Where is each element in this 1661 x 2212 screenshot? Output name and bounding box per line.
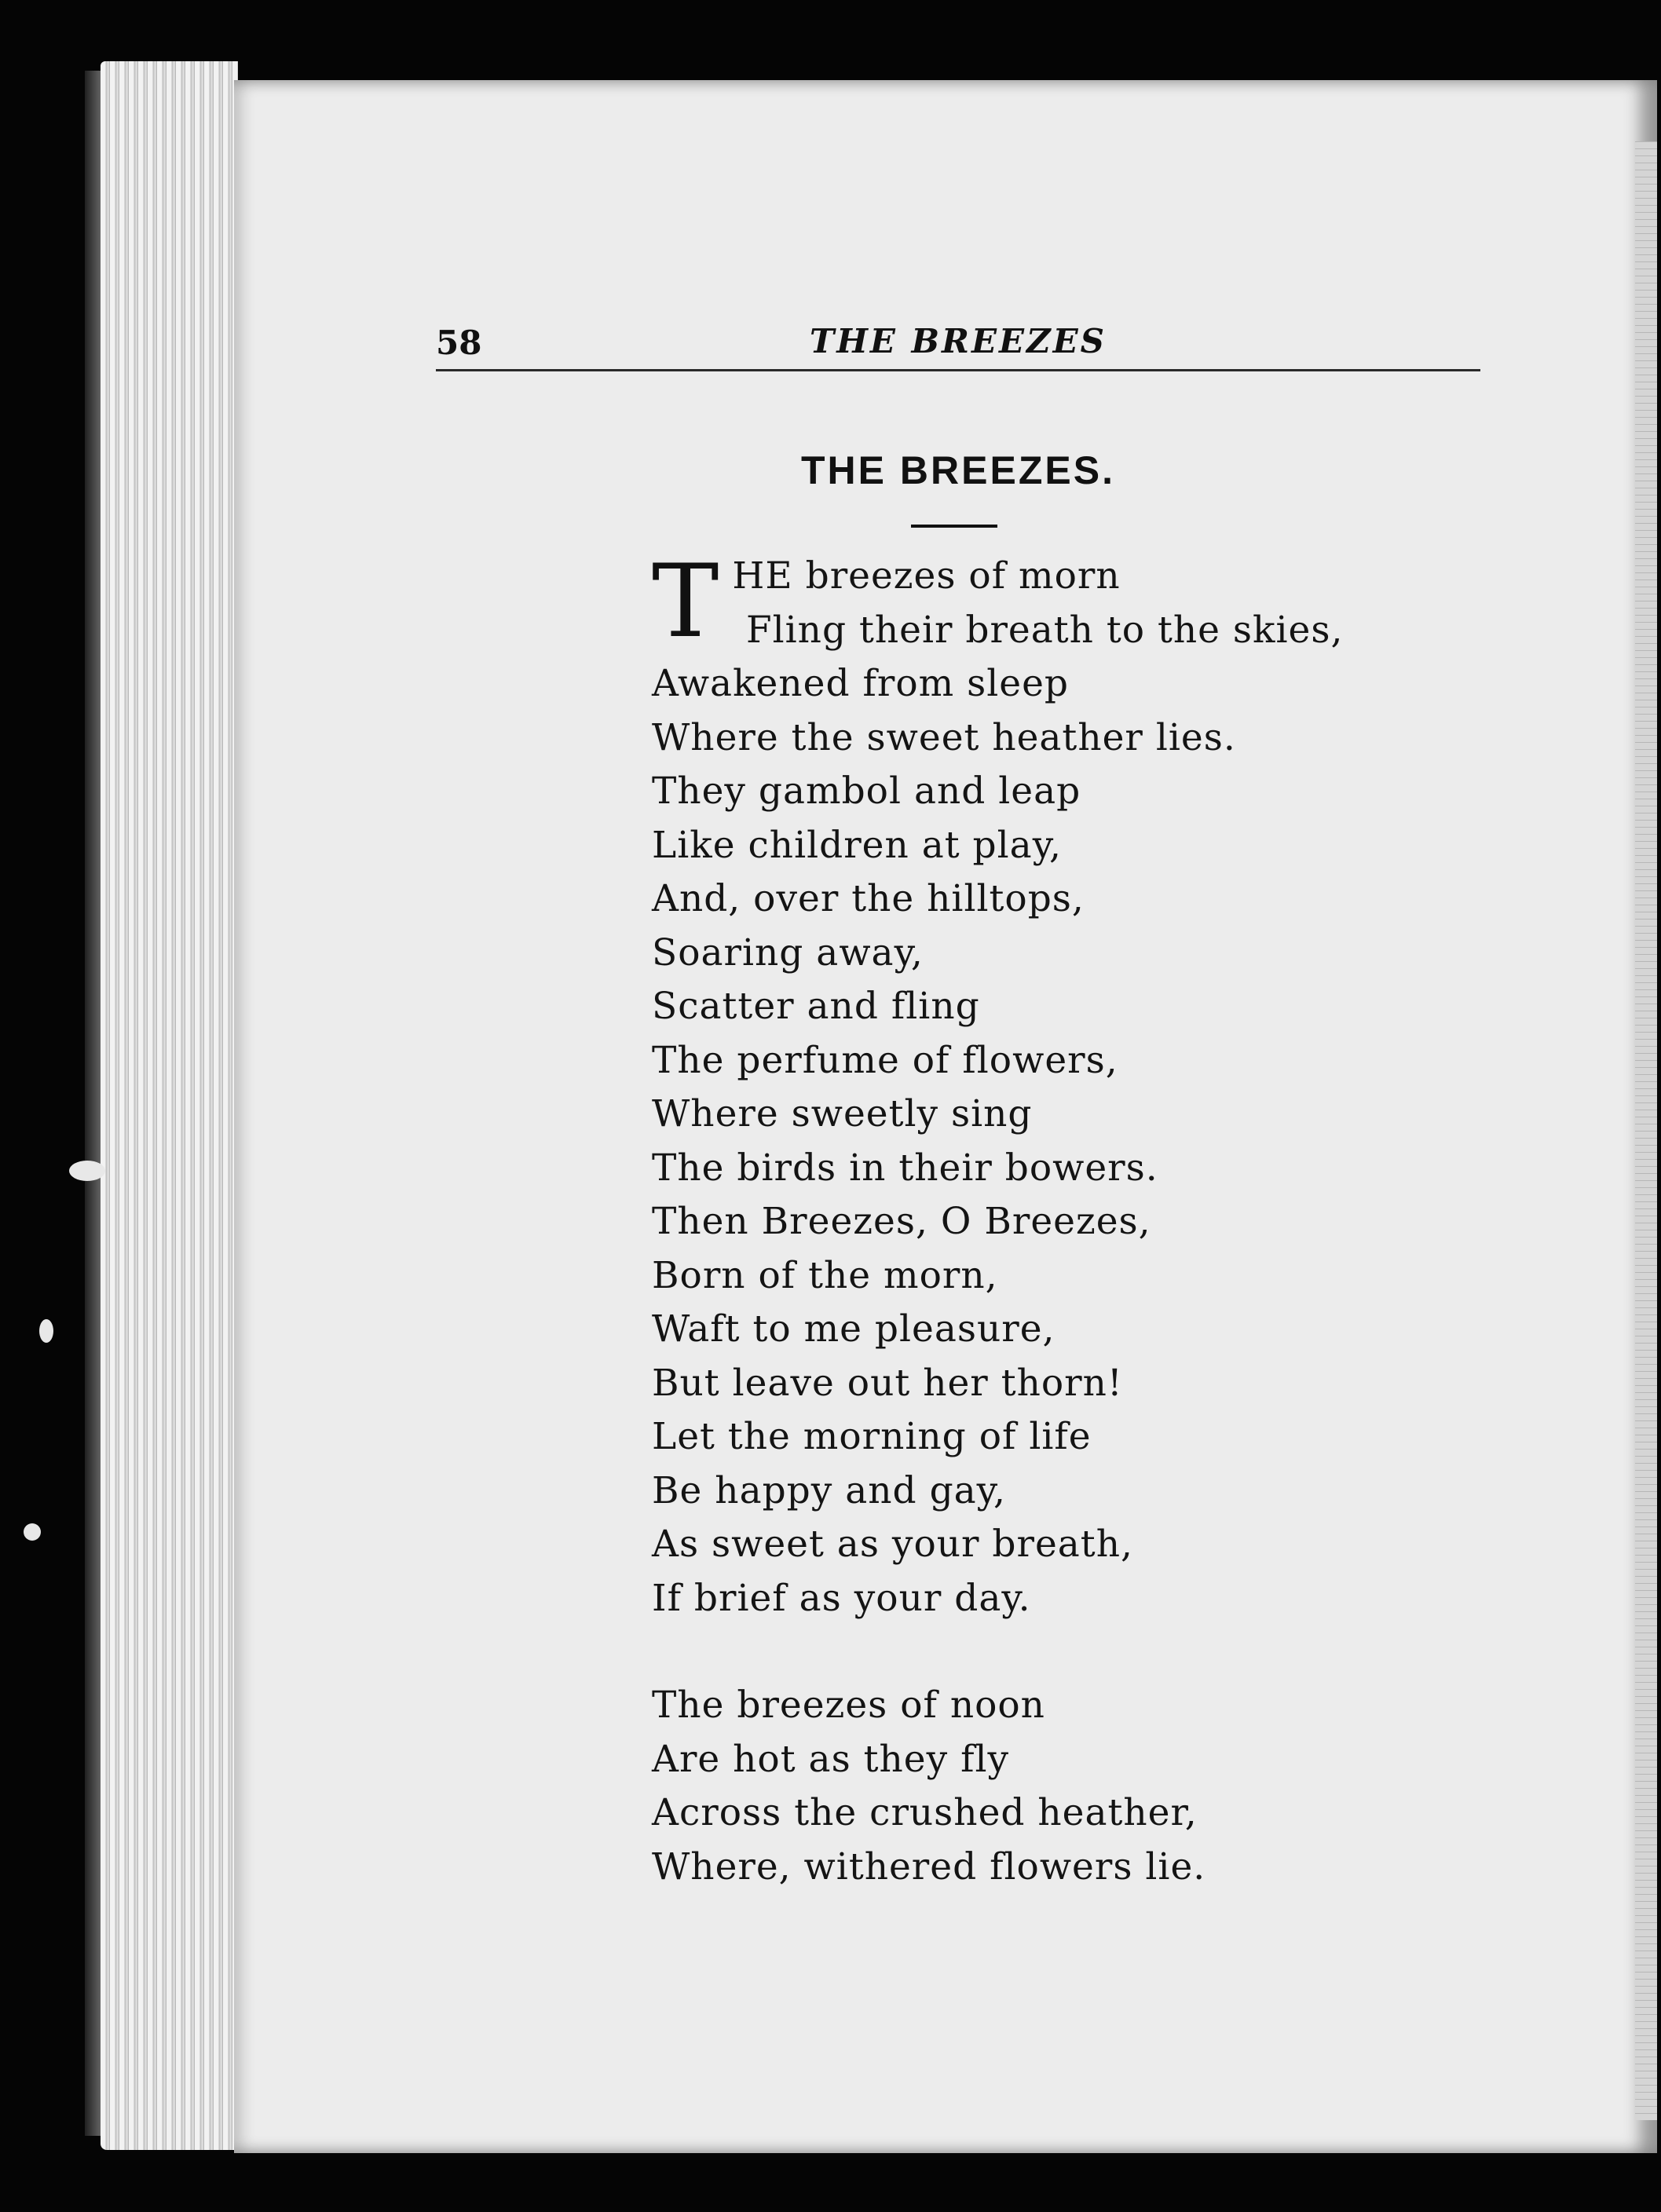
scan-speck — [24, 1523, 41, 1541]
title-rule — [911, 525, 997, 528]
poem-line: Where, withered flowers lie. — [652, 1845, 1206, 1888]
poem-line: As sweet as your breath, — [652, 1523, 1133, 1566]
poem-line: Where the sweet heather lies. — [652, 715, 1236, 759]
poem-line: Let the morning of life — [652, 1415, 1092, 1458]
poem-line: Where sweetly sing — [652, 1092, 1033, 1135]
poem-line: Soaring away, — [652, 931, 924, 974]
stanza-gap — [652, 1625, 1594, 1679]
scan-speck — [69, 1161, 105, 1181]
drop-cap: T — [652, 543, 720, 660]
poem-line: Fling their breath to the skies, — [746, 608, 1344, 652]
poem-line: Waft to me pleasure, — [652, 1307, 1056, 1351]
page-right-edge — [1635, 141, 1657, 2120]
poem-line: The birds in their bowers. — [652, 1146, 1158, 1190]
stanza-2 — [652, 1679, 1594, 1894]
poem-line: Scatter and fling — [652, 985, 980, 1028]
stanza-1 — [652, 657, 1594, 1625]
poem-body — [652, 543, 1594, 1894]
page-header — [436, 314, 1480, 371]
poem-line: Be happy and gay, — [652, 1468, 1006, 1512]
page-number: 58 — [436, 324, 482, 362]
poem-line: Like children at play, — [652, 823, 1062, 867]
scan-speck — [39, 1319, 53, 1343]
poem-line: The breezes of noon — [652, 1684, 1045, 1727]
poem-line: Are hot as they fly — [652, 1737, 1010, 1781]
poem-line: And, over the hilltops, — [652, 877, 1085, 920]
running-head: THE BREEZES — [809, 322, 1107, 360]
poem-line: HE breezes of morn — [732, 554, 1121, 598]
poem-line: The perfume of flowers, — [652, 1038, 1118, 1082]
poem-line: But leave out her thorn! — [652, 1361, 1123, 1405]
poem-title: THE BREEZES. — [801, 448, 1115, 492]
poem-line: If brief as your day. — [652, 1576, 1031, 1620]
poem-line: Then Breezes, O Breezes, — [652, 1200, 1151, 1243]
poem-line: They gambol and leap — [652, 770, 1081, 813]
poem-line: Born of the morn, — [652, 1253, 998, 1297]
page-edges — [101, 61, 238, 2150]
poem-line: Awakened from sleep — [652, 662, 1070, 705]
poem-line: Across the crushed heather, — [652, 1791, 1198, 1834]
opening-lines — [652, 543, 1594, 660]
